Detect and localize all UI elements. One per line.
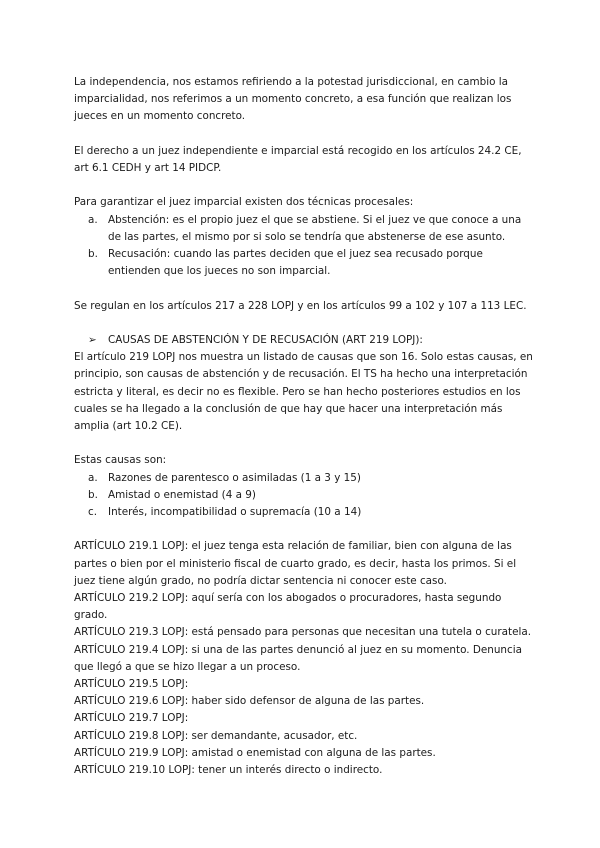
causas-list (74, 470, 534, 522)
causas-intro: Estas causas son: (74, 454, 167, 467)
articulo-219-5: ARTÍCULO 219.5 LOPJ: (74, 678, 189, 691)
articulo-219-9: ARTÍCULO 219.9 LOPJ: amistad o enemistad con alguna de las partes. (74, 746, 436, 759)
list-marker: a. (88, 471, 98, 484)
articulo-219-1: ARTÍCULO 219.1 LOPJ: el juez tenga esta relación de familiar, bien con alguna de las partes o bien por el ministerio fiscal de cuarto grado, es decir, hasta los primos. Si el juez tiene algún grado, no podría dictar sentencia ni conocer este caso. (74, 540, 517, 587)
intro-paragraph: La independencia, nos estamos refiriendo a la potestad jurisdiccional, en cambio la imparcialidad, nos referimos a un momento concreto, a esa función que realizan los jueces en un momento concreto. (74, 76, 512, 123)
articulo-219-2: ARTÍCULO 219.2 LOPJ: aquí sería con los abogados o procuradores, hasta segundo grado. (74, 592, 502, 622)
list-item: b. Amistad o enemistad (4 a 9) (74, 487, 534, 504)
list-item: a. Abstención: es el propio juez el que se abstiene. Si el juez ve que conoce a una de las partes, el mismo por si solo se tendría que abstenerse de ese asunto. (88, 213, 522, 243)
articulo-219-8: ARTÍCULO 219.8 LOPJ: ser demandante, acusador, etc. (74, 729, 358, 742)
articulo-219-7: ARTÍCULO 219.7 LOPJ: (74, 712, 189, 725)
list-item: b. Recusación: cuando las partes deciden que el juez sea recusado porque entienden que los jueces no son imparcial. (88, 248, 483, 278)
section-heading: ➢ CAUSAS DE ABSTENCIÓN Y DE RECUSACIÓN (ART 219 LOPJ): (74, 332, 534, 349)
list-marker: a. (88, 213, 98, 226)
articulo-219-10: ARTÍCULO 219.10 LOPJ: tener un interés directo o indirecto. (74, 764, 383, 777)
articulo-219-4: ARTÍCULO 219.4 LOPJ: si una de las partes denunció al juez en su momento. Denuncia que llegó a que se hizo llegar a un proceso. (74, 643, 522, 673)
document-page (74, 74, 534, 779)
tecnicas-list (74, 212, 534, 281)
articulo-219-6: ARTÍCULO 219.6 LOPJ: haber sido defensor de alguna de las partes. (74, 695, 425, 708)
derecho-paragraph: El derecho a un juez independiente e imparcial está recogido en los artículos 24.2 CE, art 6.1 CEDH y art 14 PIDCP. (74, 144, 522, 174)
list-item: c. Interés, incompatibilidad o supremacía (10 a 14) (74, 504, 534, 521)
regulan-paragraph: Se regulan en los artículos 217 a 228 LOPJ y en los artículos 99 a 102 y 107 a 113 LEC. (74, 299, 527, 312)
arrow-bullet-icon: ➢ (88, 333, 97, 346)
list-marker: b. (88, 248, 98, 260)
list-item: a. Razones de parentesco o asimiladas (1 a 3 y 15) (74, 470, 534, 487)
list-marker: b. (88, 488, 98, 501)
list-marker: c. (88, 506, 98, 518)
causas-description: El artículo 219 LOPJ nos muestra un listado de causas que son 16. Solo estas causas, en principio, son causas de abstención y de recusación. El TS ha hecho una interpretación estricta y literal, es decir no es flexible. Pero se han hecho posteriores estudios en los cuales se ha llegado a la conclusión de que hay que hacer una interpretación más amplia (art 10.2 CE). (74, 351, 533, 432)
tecnicas-intro: Para garantizar el juez imparcial existen dos técnicas procesales: (74, 196, 414, 209)
articulo-219-3: ARTÍCULO 219.3 LOPJ: está pensado para personas que necesitan una tutela o curatela. (74, 626, 532, 639)
